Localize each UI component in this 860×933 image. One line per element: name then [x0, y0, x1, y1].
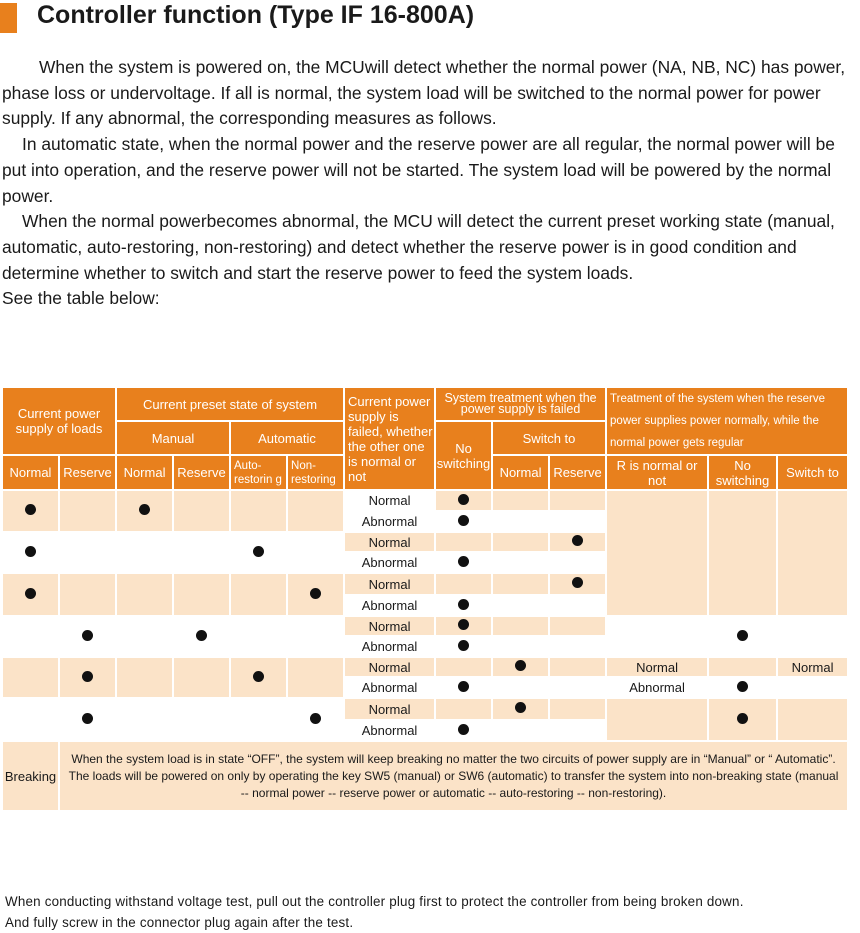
dot-marker [737, 713, 748, 724]
dot-marker [515, 660, 526, 671]
dot-marker [458, 619, 469, 630]
dot-marker [572, 535, 583, 546]
dot-marker [253, 671, 264, 682]
state-cell: Normal [344, 616, 435, 636]
dot-marker [82, 671, 93, 682]
dot-marker [515, 702, 526, 713]
breaking-text: When the system load is in state “OFF”, the system will keep breaking no matter the two circuits of power supply are in “Manual” or “ Automatic”. The loads will be powered on only by operating the key SW5 (manual) or SW6 (automatic) to transfer the system into non-breaking state (manual -- normal power -- reserve power or automatic -- auto-restoring -- non-restoring). [59, 741, 848, 811]
breaking-label: Breaking [2, 741, 59, 811]
state-cell: Normal [344, 490, 435, 511]
state-cell: Abnormal [344, 720, 435, 741]
col-reserve: Reserve [59, 455, 116, 490]
dot-marker [310, 713, 321, 724]
state-cell: Abnormal [344, 511, 435, 532]
header-manual: Manual [116, 421, 230, 455]
dot-marker [458, 556, 469, 567]
state-cell: Normal [344, 573, 435, 595]
dot-marker [458, 681, 469, 692]
footer-note [5, 892, 744, 933]
col-switch-normal: Normal [492, 455, 549, 490]
dot-marker [310, 588, 321, 599]
dot-marker [253, 546, 264, 557]
state-cell: Normal [344, 657, 435, 677]
dot-marker [737, 681, 748, 692]
header-no-switching: No switching [435, 421, 492, 490]
intro-text [2, 55, 860, 312]
switch-to-value: Normal [777, 657, 848, 677]
dot-marker [196, 630, 207, 641]
col-normal: Normal [116, 455, 173, 490]
state-cell: Abnormal [344, 677, 435, 698]
r-state-cell: Normal [606, 657, 708, 677]
header-treatment-failed: System treatment when the power supply is failed [435, 387, 606, 421]
col-auto-restoring: Auto-restorin g [230, 455, 287, 490]
header-automatic: Automatic [230, 421, 344, 455]
dot-marker [25, 546, 36, 557]
col-switch-to-2: Switch to [777, 455, 848, 490]
dot-marker [82, 630, 93, 641]
state-cell: Abnormal [344, 595, 435, 616]
dot-marker [139, 504, 150, 515]
state-cell: Abnormal [344, 552, 435, 573]
dot-marker [82, 713, 93, 724]
state-cell: Normal [344, 532, 435, 552]
col-reserve: Reserve [173, 455, 230, 490]
header-failed-question: Current power supply is failed, whether the other one is normal or not [344, 387, 435, 490]
state-cell: Normal [344, 698, 435, 720]
controller-function-table [1, 386, 849, 812]
paragraph-2: In automatic state, when the normal power and the reserve power are all regular, the normal power will be put into operation, and the reserve power will not be started. The system load will be powered by the normal power. [2, 132, 860, 209]
dot-marker [458, 724, 469, 735]
header-switch-to: Switch to [492, 421, 606, 455]
header-treatment-reserve: Treatment of the system when the reserve power supplies power normally, while the normal power gets regular [606, 387, 848, 455]
r-state-cell: Abnormal [606, 677, 708, 698]
dot-marker [572, 577, 583, 588]
state-cell: Abnormal [344, 636, 435, 657]
col-normal: Normal [2, 455, 59, 490]
dot-marker [458, 515, 469, 526]
paragraph-1: When the system is powered on, the MCUwill detect whether the normal power (NA, NB, NC) has power, phase loss or undervoltage. If all is normal, the system load will be switched to the normal power for power supply. If any abnormal, the corresponding measures as follows. [2, 55, 860, 132]
header-preset-state: Current preset state of system [116, 387, 344, 421]
col-non-restoring: Non-restoring [287, 455, 344, 490]
dot-marker [25, 504, 36, 515]
header-current-supply: Current power supply of loads [2, 387, 116, 455]
footer-line-2: And fully screw in the connector plug again after the test. [5, 913, 744, 933]
dot-marker [458, 640, 469, 651]
dot-marker [25, 588, 36, 599]
col-r-normal: R is normal or not [606, 455, 708, 490]
paragraph-4: See the table below: [2, 286, 860, 312]
col-switch-reserve: Reserve [549, 455, 606, 490]
page-title: Controller function (Type IF 16-800A) [37, 0, 474, 30]
title-accent-bar [0, 3, 17, 33]
dot-marker [458, 494, 469, 505]
dot-marker [737, 630, 748, 641]
col-no-switching-2: No switching [708, 455, 777, 490]
dot-marker [458, 599, 469, 610]
footer-line-1: When conducting withstand voltage test, pull out the controller plug first to protect the controller from being broken down. [5, 892, 744, 913]
paragraph-3: When the normal powerbecomes abnormal, the MCU will detect the current preset working state (manual, automatic, auto-restoring, non-restoring) and detect whether the reserve power is in good condition and determine whether to switch and start the reserve power to feed the system loads. [2, 209, 860, 286]
